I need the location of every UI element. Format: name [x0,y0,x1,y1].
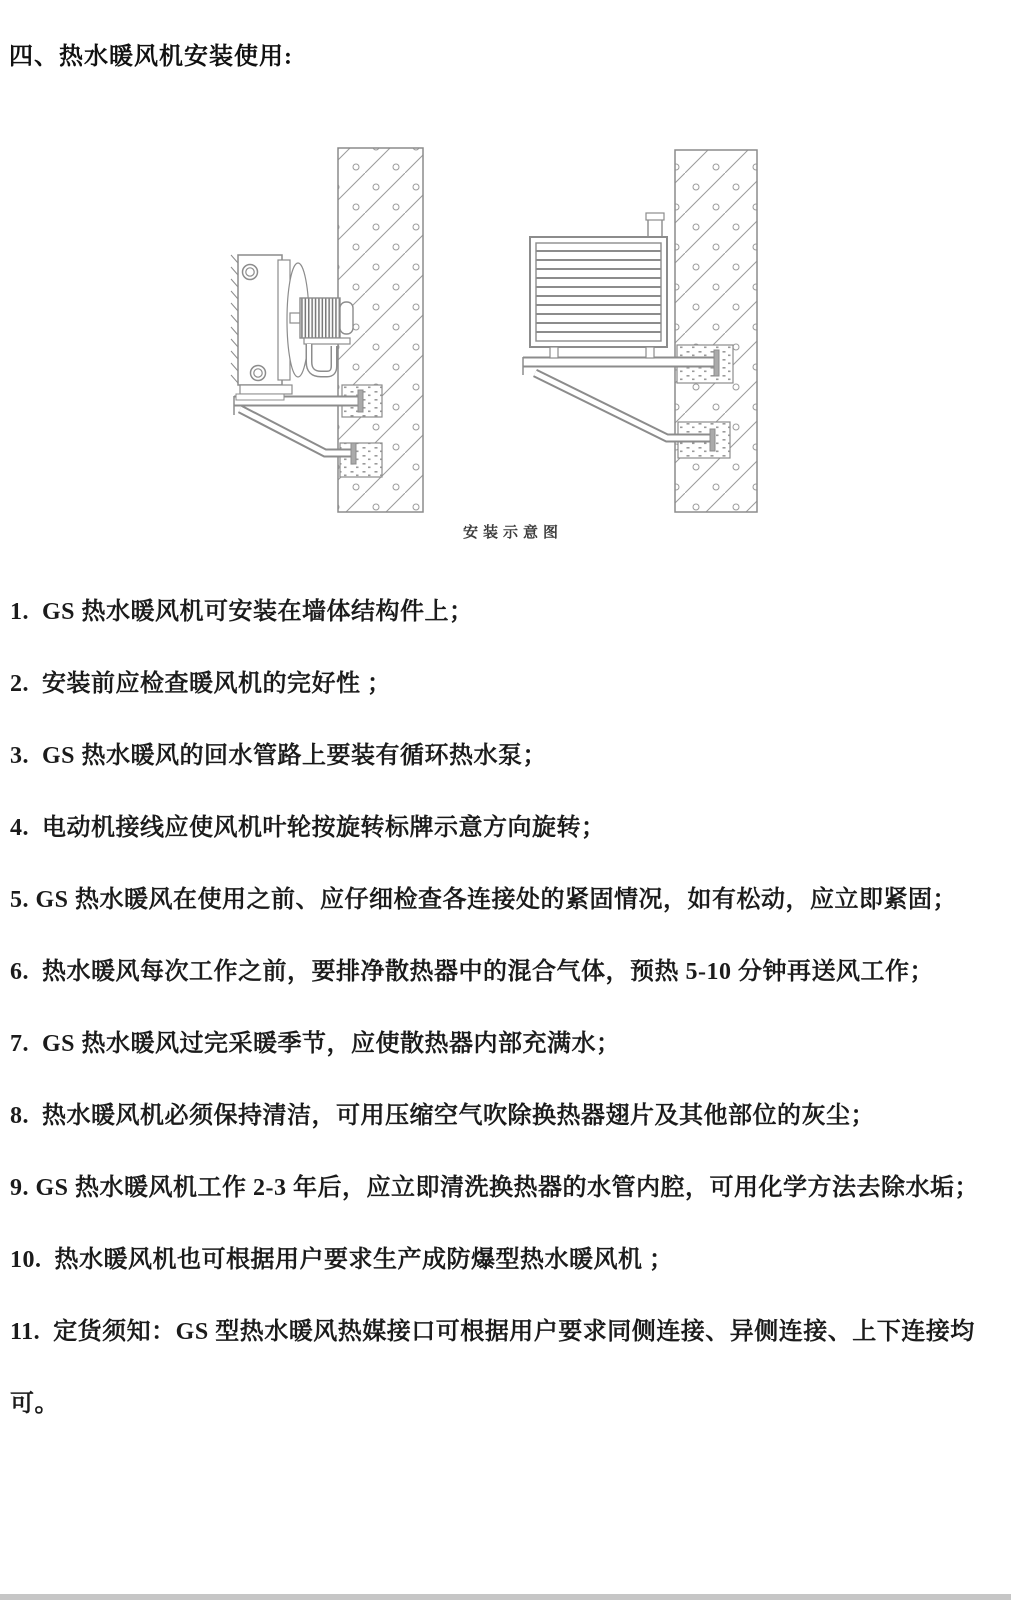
base-plate [236,394,284,400]
instruction-item: 3. GS 热水暖风的回水管路上要装有循环热水泵； [10,743,548,769]
instruction-item: 11. 定货须知：GS 型热水暖风热媒接口可根据用户要求同侧连接、异侧连接、上下连接均可。 [10,1319,975,1417]
instruction-item: 1. GS 热水暖风机可安装在墙体结构件上； [10,599,474,625]
installation-figure [205,133,785,542]
heater-leg [646,347,654,358]
page-title: 四、热水暖风机安装使用: [9,44,293,70]
front-view-drawing [523,150,757,512]
instruction-item: 4. 电动机接线应使风机叶轮按旋转标牌示意方向旋转； [10,815,606,841]
heater-front-view [530,213,667,358]
instruction-item: 10. 热水暖风机也可根据用户要求生产成防爆型热水暖风机 ； [10,1247,674,1273]
intake-ticks [231,255,238,383]
base-plate [240,385,292,394]
side-view-drawing [231,148,423,512]
anchor-block [340,443,382,477]
instruction-item: 5. GS 热水暖风在使用之前、应仔细检查各连接处的紧固情况，如有松动，应立即紧固； [10,887,958,913]
motor-bracket [309,344,334,374]
instruction-item: 9. GS 热水暖风机工作 2-3 年后，应立即清洗换热器的水管内腔，可用化学方法去除水垢； [10,1175,980,1201]
installation-diagram [205,133,785,519]
instruction-item: 8. 热水暖风机必须保持清洁，可用压缩空气吹除换热器翅片及其他部位的灰尘； [10,1103,875,1129]
instruction-list [10,576,988,1440]
figure-caption: 安装示意图 [462,524,563,541]
instruction-item: 2. 安装前应检查暖风机的完好性 ； [10,671,392,697]
instruction-item: 7. GS 热水暖风过完采暖季节，应使散热器内部充满水； [10,1031,621,1057]
heater-side-view [231,255,353,400]
bottom-edge-bar [0,1594,1011,1600]
pipe-stub [648,218,662,237]
heater-leg [550,347,558,358]
instruction-item: 6. 热水暖风每次工作之前，要排净散热器中的混合气体，预热 5-10 分钟再送风工作； [10,959,934,985]
